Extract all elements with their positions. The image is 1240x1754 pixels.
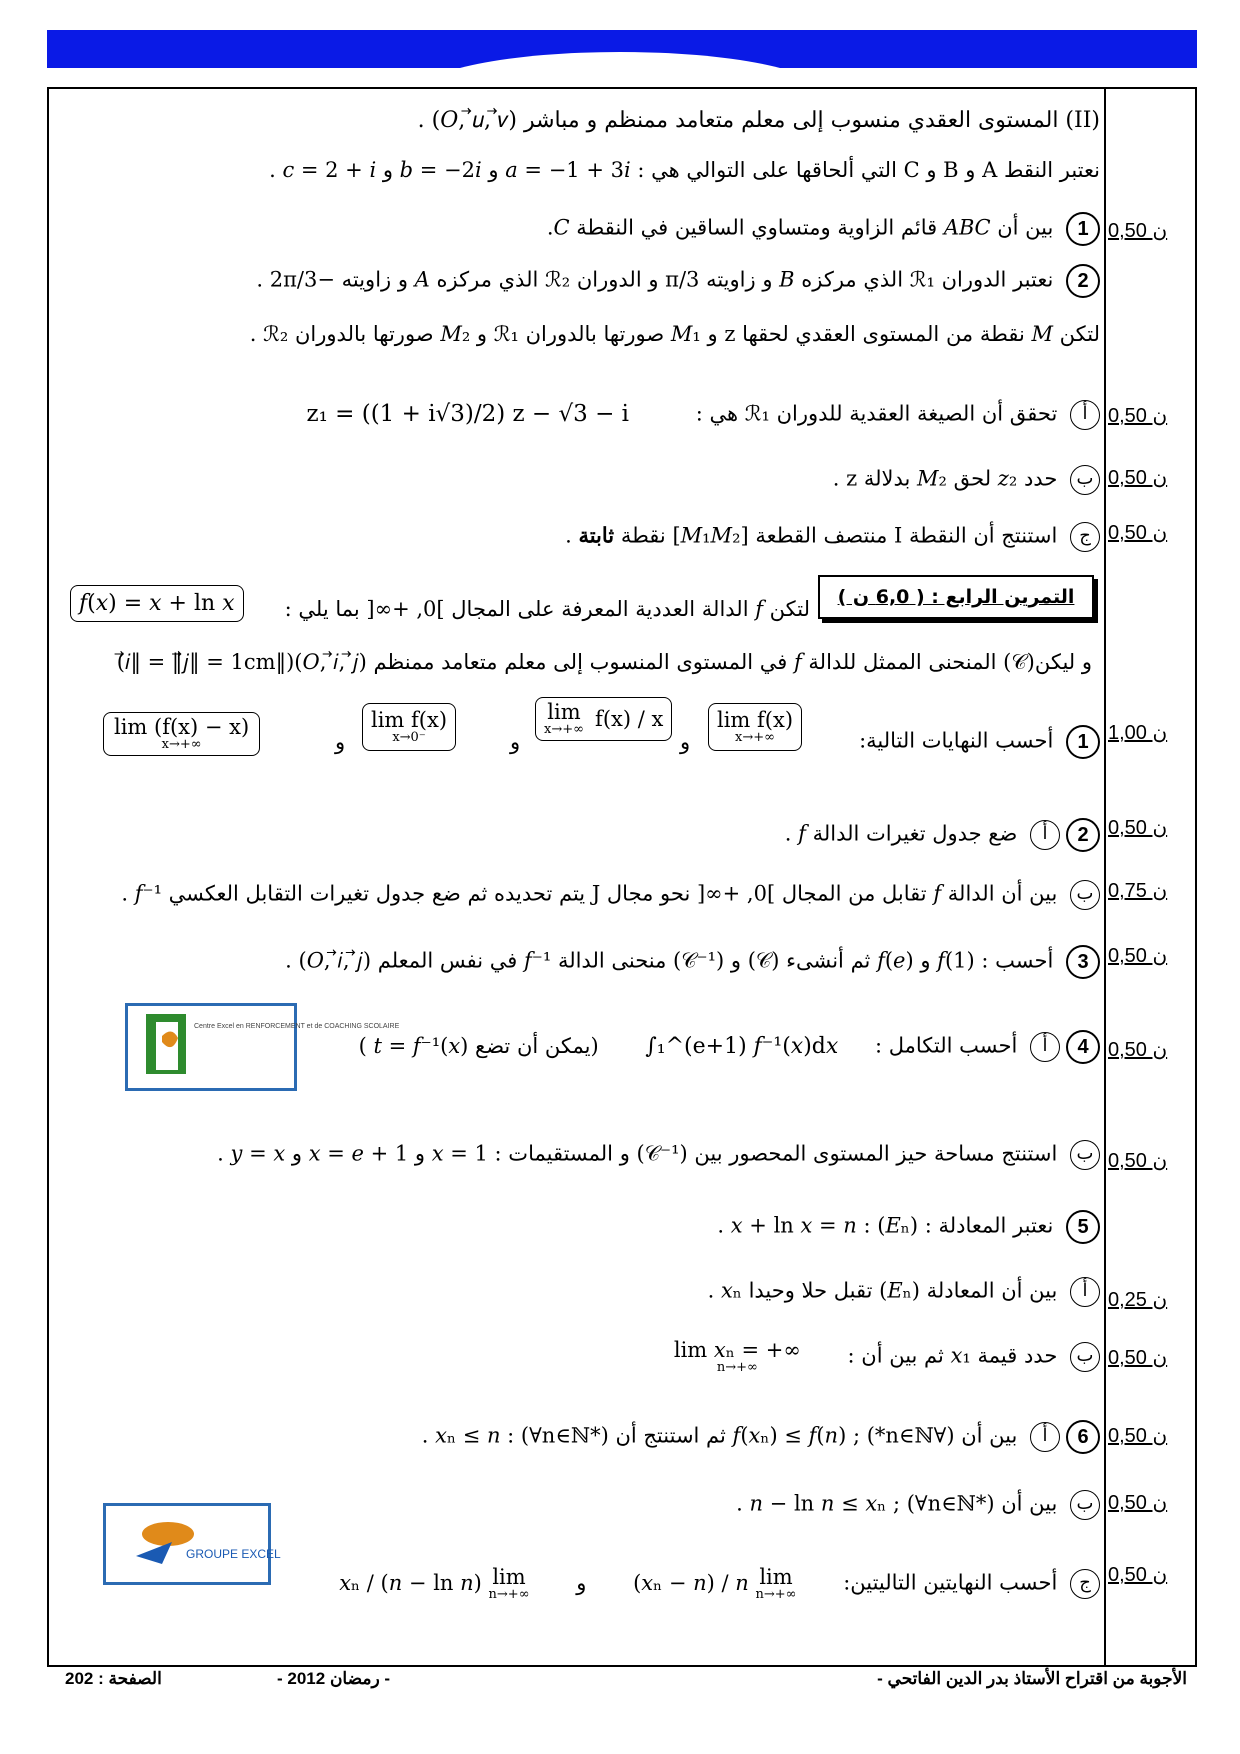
score: 0,50 ن — [1108, 1564, 1168, 1586]
rotation-formula: z₁ = ((1 + i√3)/2) z − √3 − i — [306, 400, 630, 427]
limit-box-3 — [362, 703, 456, 751]
q-ii-2b: لتكن 𝑀 نقطة من المستوى العقدي لحقها z و 𝑀₁ صورتها بالدوران ℛ₁ و 𝑀₂ صورتها بالدوران ℛ₂ . — [249, 322, 1100, 346]
q-ii-c-text: استنتج أن النقطة I منتصف القطعة [𝑀₁𝑀₂] نقطة — [614, 523, 1058, 548]
ex4-q6c: ج أحسب النهايتين التاليتين: lim n→+∞ (𝑥ₙ − 𝑛) / 𝑛 و lim n→+∞ 𝑥ₙ / (𝑛 − ln 𝑛) — [339, 1567, 1100, 1601]
limit-4: lim (f(x) − x) — [114, 715, 250, 739]
and-3: و — [335, 730, 346, 754]
q-ii-b-text: حدد 𝑧₂ لحق 𝑀₂ بدلالة z . — [832, 466, 1058, 491]
limit-1-sub: x→+∞ — [735, 730, 775, 745]
score: 0,75 ن — [1108, 880, 1168, 902]
ex4-q5 — [717, 1210, 1100, 1244]
limit-1: lim f(x) — [717, 708, 794, 732]
letter-badge: ب — [1070, 1140, 1100, 1170]
groupe-excel-logo-icon — [106, 1506, 281, 1582]
q6c-sub-1: n→+∞ — [755, 1587, 797, 1602]
score: 0,50 ن — [1108, 1492, 1168, 1514]
q-ii-c — [565, 522, 1100, 552]
score: 0,50 ن — [1108, 405, 1168, 427]
and-2: و — [510, 730, 521, 754]
letter-badge: أ — [1070, 1277, 1100, 1307]
section-ii-points: نعتبر النقط A و B و C التي ألحاقها على التوالي هي : 𝑎 = −1 + 3𝑖 و 𝑏 = −2𝑖 و 𝑐 = 2 + 𝑖 . — [269, 158, 1100, 182]
ex4-q2a — [785, 818, 1100, 852]
q-ii-1-text: بين أن 𝐴𝐵𝐶 قائم الزاوية ومتساوي الساقين في النقطة 𝐶. — [546, 215, 1054, 240]
ex4-q2b-text: بين أن الدالة 𝑓 تقابل من المجال ]0, +∞[ نحو مجال J يتم تحديده ثم ضع جدول تغيرات التقابل العكسي 𝑓⁻¹ . — [121, 881, 1058, 906]
ex4-q5-text: نعتبر المعادلة : (𝐸ₙ) : 𝑥 + ln 𝑥 = 𝑛 . — [717, 1213, 1054, 1238]
letter-badge: أ — [1030, 1032, 1060, 1062]
q6c-sub-2: n→+∞ — [488, 1587, 530, 1602]
logo1-text: Centre Excel en RENFORCEMENT et de COACHING SCOLAIRE — [194, 1023, 400, 1030]
q-ii-2 — [256, 264, 1100, 298]
score: 0,50 ن — [1108, 1347, 1168, 1369]
ex4-q6c-text: أحسب النهايتين التاليتين: — [843, 1570, 1058, 1595]
limit-box-2: lim x→+∞ f(x) / x — [535, 697, 672, 741]
score: 0,50 ن — [1108, 817, 1168, 839]
footer-author: الأجوبة من اقتراح الأستاذ بدر الدين الفاتحي - — [877, 1669, 1187, 1688]
number-badge: 1 — [1066, 212, 1100, 246]
score: 0,50 ن — [1108, 467, 1168, 489]
score: 0,25 ن — [1108, 1289, 1168, 1311]
q6c-limit-1: (𝑥ₙ − 𝑛) / 𝑛 — [633, 1570, 749, 1595]
limit-4-sub: x→+∞ — [161, 737, 202, 752]
letter-badge: ب — [1070, 1490, 1100, 1520]
letter-badge: أ — [1070, 400, 1100, 430]
groupe-excel-logo — [103, 1503, 281, 1585]
ex4-q6b — [736, 1490, 1100, 1520]
q-ii-c-end: . — [565, 523, 579, 548]
number-badge: 5 — [1066, 1210, 1100, 1244]
limit-2: f(x) / x — [595, 707, 664, 731]
q-ii-c-bold: ثابتة — [578, 522, 615, 548]
ex4-q4b-text: استنتج مساحة حيز المستوى المحصور بين (𝒞⁻¹) و المستقيمات : 𝑥 = 1 و 𝑥 = 𝑒 + 1 و 𝑦 = 𝑥 . — [217, 1141, 1058, 1166]
letter-badge: أ — [1030, 820, 1060, 850]
ex4-q1 — [859, 725, 1100, 759]
number-badge: 2 — [1066, 264, 1100, 298]
ex4-q2b — [121, 880, 1100, 910]
score: 0,50 ن — [1108, 220, 1168, 242]
letter-badge: ب — [1070, 465, 1100, 495]
footer — [47, 1665, 1197, 1691]
ex4-q6a — [422, 1420, 1100, 1454]
number-badge: 6 — [1066, 1420, 1100, 1454]
ex4-q2a-text: ضع جدول تغيرات الدالة 𝑓 . — [784, 821, 1018, 846]
function-definition-box: 𝑓(𝑥) = 𝑥 + ln 𝑥 — [70, 585, 244, 622]
q6c-limit-2: 𝑥ₙ / (𝑛 − ln 𝑛) — [339, 1570, 482, 1595]
number-badge: 1 — [1066, 725, 1100, 759]
q-ii-a-text: تحقق أن الصيغة العقدية للدوران ℛ₁ هي : — [695, 401, 1058, 426]
ex4-intro: لتكن 𝑓 الدالة العددية المعرفة على المجال ]0, +∞[ بما يلي : — [284, 597, 810, 621]
limit-box-4 — [103, 712, 260, 756]
ex4-q6b-text: بين أن 𝑛 − ln 𝑛 ≤ 𝑥ₙ ; (∀n∈ℕ*) . — [736, 1491, 1058, 1516]
score: 0,50 ن — [1108, 1425, 1168, 1447]
score: 1,00 ن — [1108, 722, 1168, 744]
centre-excel-logo — [125, 1003, 400, 1091]
exercise-title-box — [818, 575, 1094, 619]
ex4-q3 — [285, 945, 1100, 979]
section-ii-title: (II) المستوى العقدي منسوب إلى معلم متعامد ممنظم و مباشر (𝑂, 𝑢⃗, 𝑣⃗) . — [417, 108, 1100, 133]
letter-badge: ج — [1070, 1569, 1100, 1599]
xn-limit-sub: n→+∞ — [716, 1360, 758, 1375]
ex4-q3-text: أحسب : 𝑓(1) و 𝑓(𝑒) ثم أنشىء (𝒞) و (𝒞⁻¹) منحنى الدالة 𝑓⁻¹ في نفس المعلم (𝑂, 𝑖⃗, 𝑗⃗) . — [285, 948, 1054, 973]
ex4-q4a — [359, 1030, 1100, 1064]
letter-badge: ب — [1070, 1342, 1100, 1372]
letter-badge: ج — [1070, 522, 1100, 552]
integral-hint: (يمكن أن تضع 𝑡 = 𝑓⁻¹(𝑥) ) — [358, 1033, 599, 1058]
ex4-q6a-text: بين أن (∀n∈ℕ*) ; 𝑓(𝑥ₙ) ≤ 𝑓(𝑛) ثم استنتج أن 𝑥ₙ ≤ 𝑛 : (∀n∈ℕ*) . — [421, 1423, 1018, 1448]
number-badge: 4 — [1066, 1030, 1100, 1064]
score: 0,50 ن — [1108, 1150, 1168, 1172]
score: 0,50 ن — [1108, 1039, 1168, 1061]
limit-2-sub: x→+∞ — [544, 722, 584, 737]
ex4-q5b — [674, 1340, 1100, 1374]
ex4-q5a — [708, 1277, 1100, 1307]
q-ii-1 — [547, 212, 1100, 246]
ex4-q1-text: أحسب النهايات التالية: — [859, 728, 1054, 753]
number-badge: 3 — [1066, 945, 1100, 979]
limit-3: lim f(x) — [371, 708, 448, 732]
number-badge: 2 — [1066, 818, 1100, 852]
ex4-q5b-text: حدد قيمة 𝑥₁ ثم بين أن : — [847, 1343, 1058, 1368]
centre-excel-logo-icon — [128, 1006, 400, 1088]
q-ii-b — [833, 465, 1100, 495]
q-ii-2-text: نعتبر الدوران ℛ₁ الذي مركزه 𝐵 و زاويته π/3 و الدوران ℛ₂ الذي مركزه 𝐴 و زاويته −2π/3 . — [256, 267, 1054, 292]
letter-badge: أ — [1030, 1422, 1060, 1452]
ex4-q4b — [217, 1140, 1100, 1170]
ex4-curve: و ليكن(𝒞) المنحنى الممثل للدالة 𝑓 في المستوى المنسوب إلى معلم متعامد ممنظم (𝑂, 𝑖⃗, 𝑗⃗)(‖𝑖⃗‖ = ‖𝑗⃗‖ = 1cm) — [116, 650, 1092, 674]
limit-3-sub: x→0⁻ — [392, 730, 426, 745]
q-ii-a — [307, 400, 1101, 430]
and-4: و — [576, 1570, 587, 1595]
score: 0,50 ن — [1108, 522, 1168, 544]
letter-badge: ب — [1070, 880, 1100, 910]
ex4-q4a-text: أحسب التكامل : — [874, 1033, 1018, 1058]
score: 0,50 ن — [1108, 945, 1168, 967]
logo2-text: GROUPE EXCEL — [186, 1547, 281, 1561]
footer-page: الصفحة : 202 — [65, 1669, 162, 1688]
and-1: و — [680, 730, 691, 754]
footer-date: - رمضان 2012 - — [277, 1669, 391, 1688]
integral: ∫₁^(e+1) 𝑓⁻¹(𝑥)d𝑥 — [645, 1033, 839, 1059]
exercise-title: التمرين الرابع : ( 6,0 ن ) — [837, 586, 1075, 608]
limit-box-1 — [708, 703, 802, 751]
score-column-divider — [1104, 87, 1106, 1667]
xn-limit: lim 𝑥ₙ = +∞ — [673, 1338, 801, 1362]
ex4-q5a-text: بين أن المعادلة (𝐸ₙ) تقبل حلا وحيدا 𝑥ₙ . — [707, 1278, 1058, 1303]
